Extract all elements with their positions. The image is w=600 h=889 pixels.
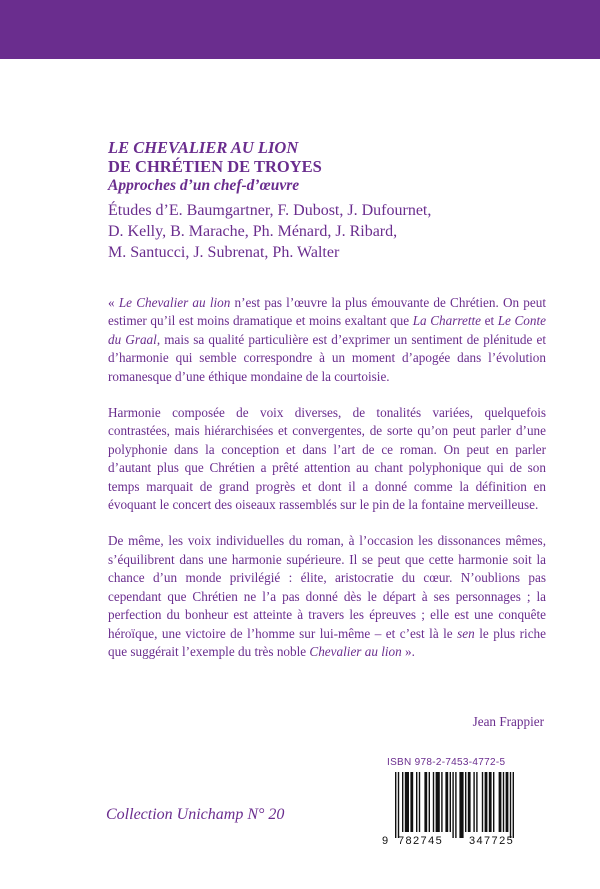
barcode-bar (445, 772, 448, 832)
text-run: et (481, 313, 498, 329)
barcode-bar (395, 772, 396, 838)
barcode-bar (398, 772, 399, 838)
blurb (108, 294, 546, 679)
barcode-bar (416, 772, 417, 832)
barcode-digits-left: 782745 (398, 835, 444, 846)
blurb-paragraph-3 (108, 532, 546, 661)
blurb-paragraph-2: Harmonie composée de voix diverses, de tonalités variées, quelquefois contrastées, mais hiérarchisées et convergentes, de sorte qu’on peut parler d’une polyphonie dans la conception et dans l’art de ce roman. On peut en parler d’autant plus que Chrétien a prêté attention au chant polyphonique qui de son temps marquait de grand progrès et dont il a donné comme la définition en évoquant le concert des oiseaux rassemblés sur le pin de la fontaine merveilleuse. (108, 405, 546, 513)
blurb-paragraph-1 (108, 294, 546, 386)
barcode-bar (424, 772, 427, 832)
barcode-bar (485, 772, 488, 832)
text-run: ». (401, 643, 415, 659)
italic-title: La Charrette (412, 313, 482, 329)
barcode-bar (506, 772, 509, 832)
barcode-bar (459, 772, 463, 838)
barcode-bar (465, 772, 466, 832)
collection-label: Collection Unichamp N° 20 (106, 806, 285, 823)
barcode-bar (473, 772, 474, 832)
barcode-bar (436, 772, 440, 832)
barcode-bar (405, 772, 409, 832)
isbn-text: ISBN 978-2-7453-4772-5 (387, 757, 506, 768)
barcode-bar (433, 772, 434, 832)
barcode-bar (419, 772, 420, 832)
barcode-digits-right: 347725 (469, 835, 515, 846)
text-run: De même, les voix individuelles du roman, à l’occasion les dissonances mêmes, s’équilibrent dans une harmonie supérieure. Il se peut que cette harmonie soit la chance d’un monde privilégié : élite, aristocratie du cœur. N’oublions pas cependant que Chrétien ne l’a pas donné dès le départ à ses personnages ; la perfection du bonheur est atteinte à travers les épreuves ; elle est une conquête héroïque, une victoire de l’homme sur lui-même – et c’est là le (108, 533, 546, 641)
signature: Jean Frappier (472, 714, 544, 729)
barcode-bar (510, 772, 511, 838)
text-run: , mais sa qualité particulière est d’exprimer un sentiment de plénitude et d’harmonie qui semble correspondre à un moment d’apogée dans l’évolution romanesque d’une éthique mondaine de la courtoisie. (108, 331, 546, 384)
top-color-band (0, 0, 600, 59)
book-title-line-2: DE CHRÉTIEN DE TROYES (108, 157, 322, 176)
barcode-bar (410, 772, 413, 832)
book-subtitle: Approches d’un chef-d’œuvre (108, 177, 300, 194)
barcode-bar (402, 772, 403, 832)
italic-title: Le Conte du Graal (108, 313, 546, 347)
authors-line: Études d’E. Baumgartner, F. Dubost, J. Dufournet, (108, 202, 432, 219)
authors-list (108, 200, 548, 263)
barcode (381, 772, 544, 846)
barcode-bar (455, 772, 456, 838)
text-run: le plus riche que suggérait l’exemple du très noble (108, 625, 546, 659)
barcode-bar (450, 772, 451, 832)
barcode-bar (429, 772, 430, 832)
barcode-bar (499, 772, 502, 832)
italic-title: Chevalier au lion (309, 643, 402, 659)
text-run: « (108, 295, 119, 310)
barcode-bar (441, 772, 442, 832)
barcode-bar (513, 772, 514, 838)
title-block (108, 138, 548, 263)
barcode-bar (489, 772, 492, 832)
authors-line: D. Kelly, B. Marache, Ph. Ménard, J. Ribard, (108, 223, 398, 240)
isbn-block (381, 757, 544, 846)
barcode-bar (476, 772, 477, 832)
text-run: n’est pas l’œuvre la plus émouvante de Chrétien. On peut estimer qu’il est moins dramatique et moins exaltant que (108, 295, 546, 329)
barcode-bar (468, 772, 471, 832)
barcode-bar (493, 772, 494, 832)
barcode-bar (452, 772, 453, 838)
barcode-digit-lead: 9 (382, 835, 389, 846)
barcode-bar (503, 772, 504, 832)
authors-line: M. Santucci, J. Subrenat, Ph. Walter (108, 244, 340, 261)
book-title-line-1: LE CHEVALIER AU LION (108, 138, 299, 157)
italic-title: Le Chevalier au lion (118, 295, 231, 310)
barcode-bar (482, 772, 483, 832)
italic-word: sen (457, 625, 475, 641)
